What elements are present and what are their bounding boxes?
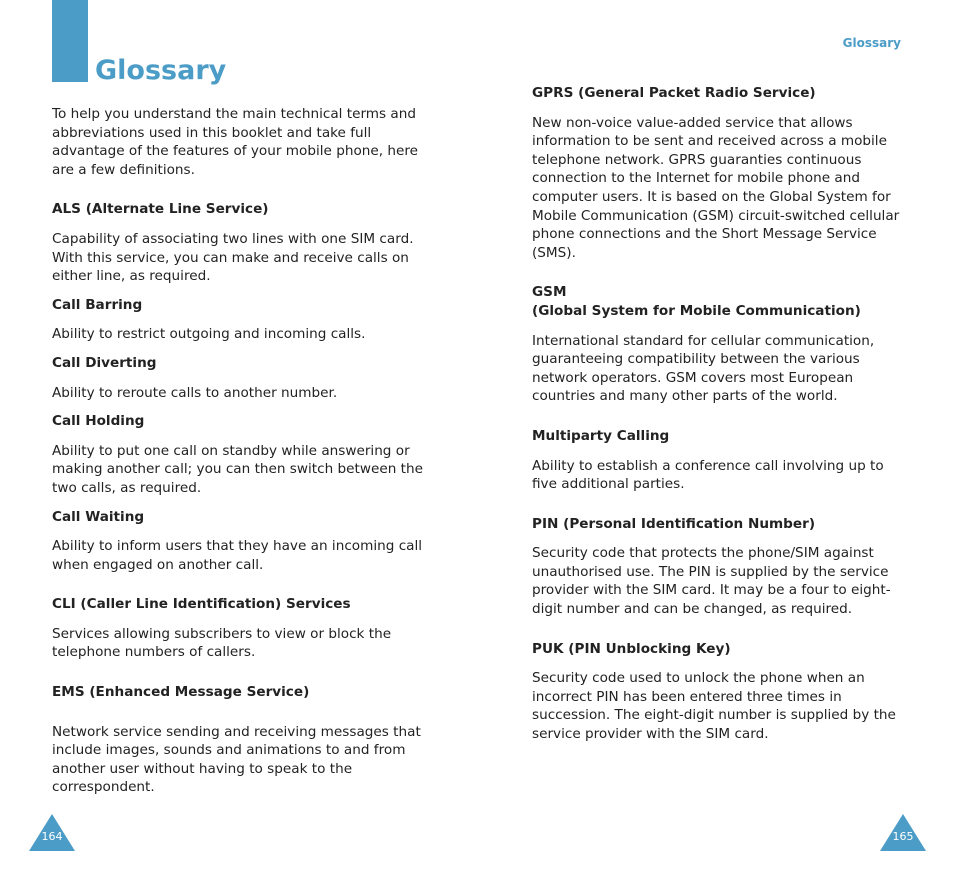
glossary-entry-cli xyxy=(52,595,424,662)
term-definition: Capability of associating two lines with one SIM card. With this service, you can make and receive calls on either line, as required. xyxy=(52,230,414,285)
term-heading: Multiparty Calling xyxy=(532,427,670,444)
term-heading: CLI (Caller Line Identification) Services xyxy=(52,596,351,613)
term-definition: Ability to reroute calls to another number. xyxy=(52,384,338,401)
glossary-entry-puk xyxy=(532,640,904,744)
term-definition: Security code that protects the phone/SIM against unauthorised use. The PIN is supplied by the service provider with the SIM card. It may be a four to eight-digit number and can be changed, as required. xyxy=(532,545,891,618)
page-number-right xyxy=(880,814,926,851)
term-definition: New non-voice value-added service that allows information to be sent and received across a mobile telephone network. GPRS guaranties continuous connection to the Internet for mobile phone and computer users. It is based on the Global System for Mobile Communication (GSM) circuit-switched cellular phone connections and the Short Message Service (SMS). xyxy=(532,114,900,261)
glossary-entry-call-barring xyxy=(52,296,424,344)
glossary-entry-call-holding xyxy=(52,412,424,497)
term-heading: GPRS (General Packet Radio Service) xyxy=(532,85,816,101)
glossary-entry-ems xyxy=(52,683,424,797)
running-header: Glossary xyxy=(842,36,901,50)
term-definition: Network service sending and receiving messages that include images, sounds and animations to and from another user without having to speak to the correspondent. xyxy=(52,723,421,796)
term-definition: Ability to establish a conference call involving up to five additional parties. xyxy=(532,457,884,493)
term-heading: PIN (Personal Identification Number) xyxy=(532,515,816,532)
glossary-entry-call-waiting xyxy=(52,508,424,575)
glossary-entry-pin xyxy=(532,515,904,619)
term-definition: International standard for cellular communication, guaranteeing compatibility between the various network operators. GSM covers most European countries and many other parts of the world. xyxy=(532,332,875,405)
term-heading: Call Barring xyxy=(52,296,143,313)
term-heading: Call Waiting xyxy=(52,508,145,525)
term-heading-line2: (Global System for Mobile Communication) xyxy=(532,302,861,319)
term-heading-line1: GSM xyxy=(532,284,567,301)
glossary-entry-gsm xyxy=(532,283,904,406)
glossary-entry-call-diverting xyxy=(52,354,424,402)
page-title: Glossary xyxy=(95,55,227,86)
term-definition: Ability to restrict outgoing and incoming calls. xyxy=(52,326,366,343)
glossary-entry-gprs xyxy=(532,84,904,262)
term-definition: Ability to inform users that they have an incoming call when engaged on another call. xyxy=(52,538,423,573)
right-column xyxy=(532,84,904,744)
page-number-left xyxy=(29,814,75,851)
term-heading: EMS (Enhanced Message Service) xyxy=(52,684,310,701)
left-column xyxy=(52,105,424,797)
term-heading: Call Diverting xyxy=(52,354,157,371)
term-heading: PUK (PIN Unblocking Key) xyxy=(532,640,731,657)
term-heading xyxy=(532,283,904,320)
term-definition: Security code used to unlock the phone when an incorrect PIN has been entered three times in succession. The eight-digit number is supplied by the service provider with the SIM card. xyxy=(532,670,896,743)
page-number-left-text: 164 xyxy=(41,830,63,843)
title-accent-bar xyxy=(52,0,88,82)
intro-paragraph: To help you understand the main technical terms and abbreviations used in this booklet and take full advantage of the features of your mobile phone, here are a few definitions. xyxy=(52,106,419,178)
term-definition: Services allowing subscribers to view or block the telephone numbers of callers. xyxy=(52,625,392,661)
term-definition: Ability to put one call on standby while answering or making another call; you can then switch between the two calls, as required. xyxy=(52,442,423,496)
page-number-right-text: 165 xyxy=(892,830,914,843)
glossary-entry-multiparty xyxy=(532,427,904,494)
term-heading: ALS (Alternate Line Service) xyxy=(52,201,269,218)
term-heading: Call Holding xyxy=(52,413,145,430)
glossary-entry-als xyxy=(52,200,424,285)
